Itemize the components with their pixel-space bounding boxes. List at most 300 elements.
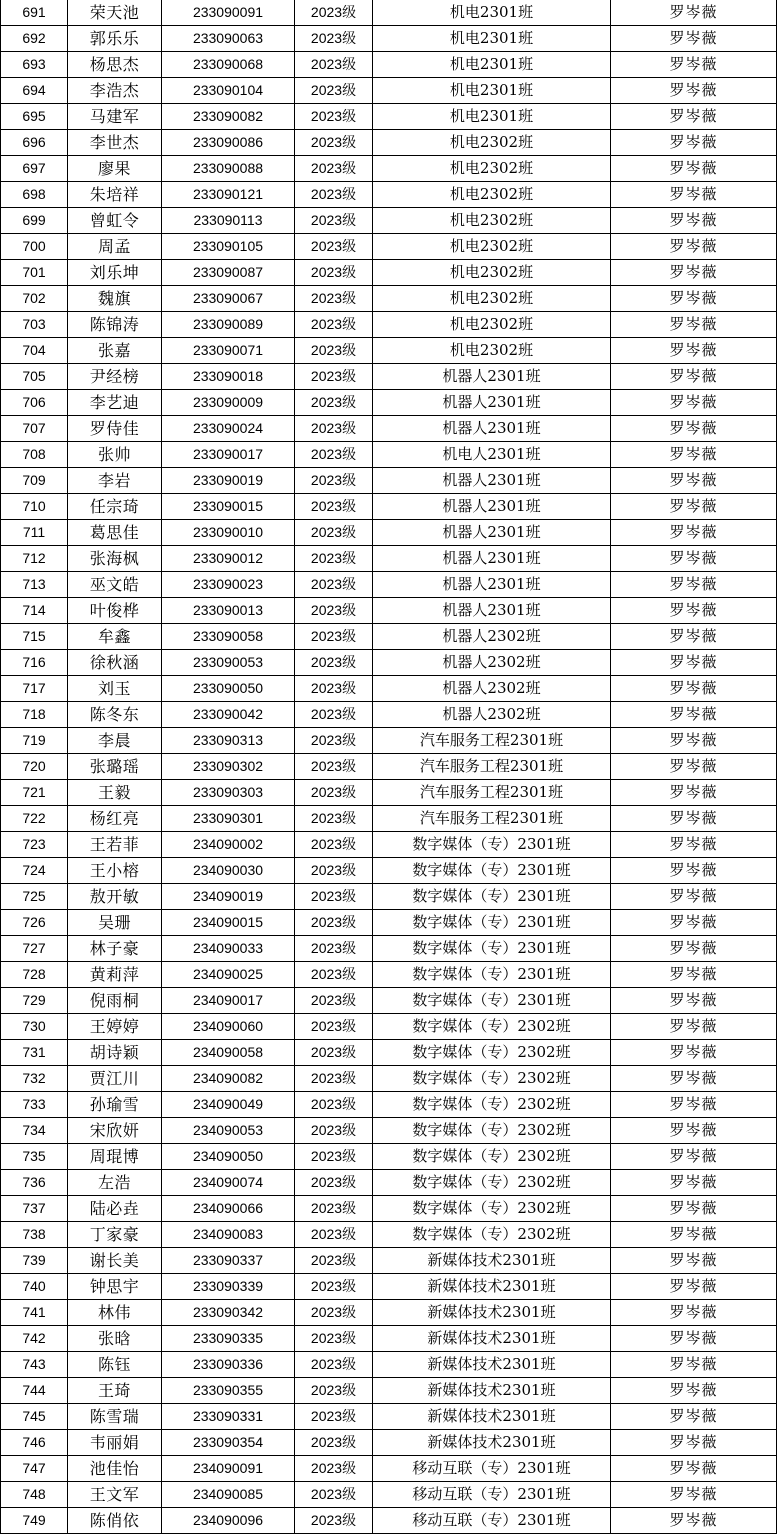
class-cell: 数字媒体（专）2302班 (373, 1222, 611, 1248)
table-row (1, 234, 777, 260)
student-id-cell: 233090355 (162, 1378, 295, 1404)
teacher-cell: 罗岑薇 (611, 1508, 777, 1534)
student-id-cell: 233090104 (162, 78, 295, 104)
table-row (1, 1352, 777, 1378)
class-cell: 数字媒体（专）2302班 (373, 1170, 611, 1196)
table-row (1, 1456, 777, 1482)
class-cell: 机电2302班 (373, 130, 611, 156)
grade-cell: 2023级 (295, 1482, 373, 1508)
row-number-cell: 709 (1, 468, 68, 494)
table-row (1, 1248, 777, 1274)
table-row (1, 1170, 777, 1196)
grade-cell: 2023级 (295, 1404, 373, 1430)
student-id-cell: 233090012 (162, 546, 295, 572)
teacher-cell: 罗岑薇 (611, 962, 777, 988)
grade-cell: 2023级 (295, 832, 373, 858)
class-cell: 机器人2301班 (373, 390, 611, 416)
row-number-cell: 699 (1, 208, 68, 234)
grade-cell: 2023级 (295, 1248, 373, 1274)
teacher-cell: 罗岑薇 (611, 1196, 777, 1222)
class-cell: 机器人2301班 (373, 520, 611, 546)
row-number-cell: 732 (1, 1066, 68, 1092)
student-name-cell: 宋欣妍 (68, 1118, 162, 1144)
student-name-cell: 贾江川 (68, 1066, 162, 1092)
grade-cell: 2023级 (295, 728, 373, 754)
table-row (1, 832, 777, 858)
student-id-cell: 234090085 (162, 1482, 295, 1508)
teacher-cell: 罗岑薇 (611, 156, 777, 182)
student-name-cell: 张帅 (68, 442, 162, 468)
table-row (1, 0, 777, 26)
class-cell: 新媒体技术2301班 (373, 1248, 611, 1274)
table-row (1, 728, 777, 754)
teacher-cell: 罗岑薇 (611, 598, 777, 624)
class-cell: 数字媒体（专）2301班 (373, 988, 611, 1014)
row-number-cell: 731 (1, 1040, 68, 1066)
class-cell: 机电2301班 (373, 104, 611, 130)
teacher-cell: 罗岑薇 (611, 468, 777, 494)
grade-cell: 2023级 (295, 442, 373, 468)
row-number-cell: 730 (1, 1014, 68, 1040)
class-cell: 移动互联（专）2301班 (373, 1508, 611, 1534)
table-row (1, 988, 777, 1014)
teacher-cell: 罗岑薇 (611, 234, 777, 260)
class-cell: 机器人2302班 (373, 702, 611, 728)
student-name-cell: 王婷婷 (68, 1014, 162, 1040)
grade-cell: 2023级 (295, 1170, 373, 1196)
student-name-cell: 李岩 (68, 468, 162, 494)
student-name-cell: 王琦 (68, 1378, 162, 1404)
teacher-cell: 罗岑薇 (611, 78, 777, 104)
grade-cell: 2023级 (295, 884, 373, 910)
class-cell: 数字媒体（专）2302班 (373, 1196, 611, 1222)
teacher-cell: 罗岑薇 (611, 182, 777, 208)
student-name-cell: 陈俏依 (68, 1508, 162, 1534)
student-name-cell: 吴珊 (68, 910, 162, 936)
grade-cell: 2023级 (295, 52, 373, 78)
teacher-cell: 罗岑薇 (611, 650, 777, 676)
student-id-cell: 233090019 (162, 468, 295, 494)
class-cell: 机器人2301班 (373, 598, 611, 624)
grade-cell: 2023级 (295, 936, 373, 962)
student-id-cell: 233090302 (162, 754, 295, 780)
row-number-cell: 717 (1, 676, 68, 702)
table-row (1, 442, 777, 468)
row-number-cell: 744 (1, 1378, 68, 1404)
row-number-cell: 701 (1, 260, 68, 286)
row-number-cell: 692 (1, 26, 68, 52)
student-name-cell: 张海枫 (68, 546, 162, 572)
table-row (1, 546, 777, 572)
student-id-cell: 233090303 (162, 780, 295, 806)
student-id-cell: 234090074 (162, 1170, 295, 1196)
student-id-cell: 233090335 (162, 1326, 295, 1352)
table-row (1, 702, 777, 728)
table-row (1, 962, 777, 988)
teacher-cell: 罗岑薇 (611, 442, 777, 468)
grade-cell: 2023级 (295, 1144, 373, 1170)
student-id-cell: 233090113 (162, 208, 295, 234)
teacher-cell: 罗岑薇 (611, 0, 777, 26)
grade-cell: 2023级 (295, 1066, 373, 1092)
row-number-cell: 713 (1, 572, 68, 598)
teacher-cell: 罗岑薇 (611, 1040, 777, 1066)
table-row (1, 1040, 777, 1066)
table-row (1, 364, 777, 390)
grade-cell: 2023级 (295, 494, 373, 520)
row-number-cell: 748 (1, 1482, 68, 1508)
teacher-cell: 罗岑薇 (611, 364, 777, 390)
student-name-cell: 巫文皓 (68, 572, 162, 598)
grade-cell: 2023级 (295, 1326, 373, 1352)
class-cell: 机电2302班 (373, 208, 611, 234)
student-id-cell: 233090010 (162, 520, 295, 546)
table-row (1, 104, 777, 130)
grade-cell: 2023级 (295, 1456, 373, 1482)
student-name-cell: 马建军 (68, 104, 162, 130)
row-number-cell: 706 (1, 390, 68, 416)
grade-cell: 2023级 (295, 156, 373, 182)
row-number-cell: 736 (1, 1170, 68, 1196)
student-name-cell: 孙瑜雪 (68, 1092, 162, 1118)
student-id-cell: 233090339 (162, 1274, 295, 1300)
class-cell: 新媒体技术2301班 (373, 1274, 611, 1300)
row-number-cell: 737 (1, 1196, 68, 1222)
student-id-cell: 234090019 (162, 884, 295, 910)
grade-cell: 2023级 (295, 1014, 373, 1040)
class-cell: 数字媒体（专）2302班 (373, 1066, 611, 1092)
teacher-cell: 罗岑薇 (611, 416, 777, 442)
teacher-cell: 罗岑薇 (611, 1274, 777, 1300)
class-cell: 新媒体技术2301班 (373, 1352, 611, 1378)
table-row (1, 1326, 777, 1352)
grade-cell: 2023级 (295, 780, 373, 806)
student-id-cell: 233090301 (162, 806, 295, 832)
student-name-cell: 曾虹令 (68, 208, 162, 234)
table-row (1, 78, 777, 104)
student-name-cell: 李晨 (68, 728, 162, 754)
student-name-cell: 林子豪 (68, 936, 162, 962)
grade-cell: 2023级 (295, 598, 373, 624)
student-id-cell: 234090049 (162, 1092, 295, 1118)
grade-cell: 2023级 (295, 208, 373, 234)
class-cell: 汽车服务工程2301班 (373, 780, 611, 806)
teacher-cell: 罗岑薇 (611, 1014, 777, 1040)
class-cell: 数字媒体（专）2301班 (373, 962, 611, 988)
row-number-cell: 743 (1, 1352, 68, 1378)
table-row (1, 598, 777, 624)
teacher-cell: 罗岑薇 (611, 988, 777, 1014)
grade-cell: 2023级 (295, 1118, 373, 1144)
table-row (1, 650, 777, 676)
student-name-cell: 王若菲 (68, 832, 162, 858)
student-name-cell: 叶俊桦 (68, 598, 162, 624)
student-name-cell: 杨思杰 (68, 52, 162, 78)
grade-cell: 2023级 (295, 468, 373, 494)
class-cell: 机电2302班 (373, 156, 611, 182)
row-number-cell: 708 (1, 442, 68, 468)
class-cell: 数字媒体（专）2302班 (373, 1040, 611, 1066)
student-name-cell: 林伟 (68, 1300, 162, 1326)
grade-cell: 2023级 (295, 26, 373, 52)
student-id-cell: 234090053 (162, 1118, 295, 1144)
student-id-cell: 233090042 (162, 702, 295, 728)
teacher-cell: 罗岑薇 (611, 1352, 777, 1378)
grade-cell: 2023级 (295, 78, 373, 104)
teacher-cell: 罗岑薇 (611, 312, 777, 338)
grade-cell: 2023级 (295, 1430, 373, 1456)
row-number-cell: 734 (1, 1118, 68, 1144)
row-number-cell: 739 (1, 1248, 68, 1274)
grade-cell: 2023级 (295, 1274, 373, 1300)
teacher-cell: 罗岑薇 (611, 624, 777, 650)
row-number-cell: 712 (1, 546, 68, 572)
row-number-cell: 715 (1, 624, 68, 650)
student-id-cell: 233090342 (162, 1300, 295, 1326)
student-id-cell: 234090058 (162, 1040, 295, 1066)
class-cell: 新媒体技术2301班 (373, 1404, 611, 1430)
teacher-cell: 罗岑薇 (611, 676, 777, 702)
student-id-cell: 233090121 (162, 182, 295, 208)
class-cell: 机器人2302班 (373, 624, 611, 650)
student-name-cell: 倪雨桐 (68, 988, 162, 1014)
teacher-cell: 罗岑薇 (611, 286, 777, 312)
student-id-cell: 234090002 (162, 832, 295, 858)
student-name-cell: 李艺迪 (68, 390, 162, 416)
teacher-cell: 罗岑薇 (611, 806, 777, 832)
class-cell: 新媒体技术2301班 (373, 1326, 611, 1352)
grade-cell: 2023级 (295, 650, 373, 676)
roster-body (1, 0, 777, 1534)
grade-cell: 2023级 (295, 182, 373, 208)
teacher-cell: 罗岑薇 (611, 130, 777, 156)
student-id-cell: 234090082 (162, 1066, 295, 1092)
class-cell: 机器人2302班 (373, 650, 611, 676)
class-cell: 机电人2301班 (373, 442, 611, 468)
grade-cell: 2023级 (295, 390, 373, 416)
teacher-cell: 罗岑薇 (611, 104, 777, 130)
grade-cell: 2023级 (295, 520, 373, 546)
class-cell: 机电2301班 (373, 78, 611, 104)
teacher-cell: 罗岑薇 (611, 1248, 777, 1274)
student-name-cell: 陈锦涛 (68, 312, 162, 338)
teacher-cell: 罗岑薇 (611, 1300, 777, 1326)
student-id-cell: 233090023 (162, 572, 295, 598)
table-row (1, 156, 777, 182)
table-row (1, 884, 777, 910)
table-row (1, 1014, 777, 1040)
row-number-cell: 725 (1, 884, 68, 910)
student-id-cell: 233090024 (162, 416, 295, 442)
row-number-cell: 733 (1, 1092, 68, 1118)
student-id-cell: 233090013 (162, 598, 295, 624)
row-number-cell: 749 (1, 1508, 68, 1534)
teacher-cell: 罗岑薇 (611, 338, 777, 364)
class-cell: 机器人2301班 (373, 416, 611, 442)
teacher-cell: 罗岑薇 (611, 858, 777, 884)
teacher-cell: 罗岑薇 (611, 1066, 777, 1092)
student-name-cell: 黄莉萍 (68, 962, 162, 988)
class-cell: 移动互联（专）2301班 (373, 1456, 611, 1482)
table-row (1, 390, 777, 416)
teacher-cell: 罗岑薇 (611, 936, 777, 962)
table-row (1, 936, 777, 962)
table-row (1, 260, 777, 286)
teacher-cell: 罗岑薇 (611, 780, 777, 806)
class-cell: 机器人2302班 (373, 676, 611, 702)
table-row (1, 676, 777, 702)
student-id-cell: 233090058 (162, 624, 295, 650)
row-number-cell: 723 (1, 832, 68, 858)
table-row (1, 1430, 777, 1456)
class-cell: 机电2301班 (373, 0, 611, 26)
class-cell: 机电2301班 (373, 52, 611, 78)
student-id-cell: 233090017 (162, 442, 295, 468)
teacher-cell: 罗岑薇 (611, 52, 777, 78)
teacher-cell: 罗岑薇 (611, 1092, 777, 1118)
class-cell: 机器人2301班 (373, 546, 611, 572)
student-id-cell: 233090089 (162, 312, 295, 338)
student-name-cell: 敖开敏 (68, 884, 162, 910)
table-row (1, 182, 777, 208)
student-name-cell: 李世杰 (68, 130, 162, 156)
class-cell: 机电2302班 (373, 338, 611, 364)
student-name-cell: 尹经榜 (68, 364, 162, 390)
table-row (1, 858, 777, 884)
student-name-cell: 廖果 (68, 156, 162, 182)
teacher-cell: 罗岑薇 (611, 494, 777, 520)
student-id-cell: 234090015 (162, 910, 295, 936)
class-cell: 机电2302班 (373, 260, 611, 286)
grade-cell: 2023级 (295, 1196, 373, 1222)
student-name-cell: 张璐瑶 (68, 754, 162, 780)
teacher-cell: 罗岑薇 (611, 208, 777, 234)
teacher-cell: 罗岑薇 (611, 1222, 777, 1248)
table-row (1, 520, 777, 546)
teacher-cell: 罗岑薇 (611, 1378, 777, 1404)
grade-cell: 2023级 (295, 546, 373, 572)
student-id-cell: 233090105 (162, 234, 295, 260)
class-cell: 机器人2301班 (373, 468, 611, 494)
row-number-cell: 738 (1, 1222, 68, 1248)
grade-cell: 2023级 (295, 1352, 373, 1378)
student-name-cell: 张嘉 (68, 338, 162, 364)
student-name-cell: 徐秋涵 (68, 650, 162, 676)
student-name-cell: 任宗琦 (68, 494, 162, 520)
student-name-cell: 王毅 (68, 780, 162, 806)
row-number-cell: 724 (1, 858, 68, 884)
table-row (1, 1196, 777, 1222)
student-name-cell: 杨红亮 (68, 806, 162, 832)
row-number-cell: 710 (1, 494, 68, 520)
grade-cell: 2023级 (295, 624, 373, 650)
row-number-cell: 711 (1, 520, 68, 546)
row-number-cell: 722 (1, 806, 68, 832)
class-cell: 机电2302班 (373, 286, 611, 312)
row-number-cell: 745 (1, 1404, 68, 1430)
class-cell: 机电2302班 (373, 182, 611, 208)
teacher-cell: 罗岑薇 (611, 702, 777, 728)
teacher-cell: 罗岑薇 (611, 572, 777, 598)
table-row (1, 1144, 777, 1170)
table-row (1, 208, 777, 234)
student-name-cell: 李浩杰 (68, 78, 162, 104)
student-id-cell: 234090025 (162, 962, 295, 988)
teacher-cell: 罗岑薇 (611, 754, 777, 780)
teacher-cell: 罗岑薇 (611, 1118, 777, 1144)
teacher-cell: 罗岑薇 (611, 1326, 777, 1352)
table-row (1, 1300, 777, 1326)
student-id-cell: 233090015 (162, 494, 295, 520)
class-cell: 新媒体技术2301班 (373, 1430, 611, 1456)
table-row (1, 624, 777, 650)
teacher-cell: 罗岑薇 (611, 1456, 777, 1482)
student-id-cell: 233090088 (162, 156, 295, 182)
teacher-cell: 罗岑薇 (611, 1144, 777, 1170)
teacher-cell: 罗岑薇 (611, 884, 777, 910)
teacher-cell: 罗岑薇 (611, 520, 777, 546)
student-id-cell: 233090018 (162, 364, 295, 390)
table-row (1, 338, 777, 364)
student-id-cell: 234090033 (162, 936, 295, 962)
table-row (1, 416, 777, 442)
student-name-cell: 韦丽娟 (68, 1430, 162, 1456)
table-row (1, 910, 777, 936)
student-id-cell: 233090091 (162, 0, 295, 26)
row-number-cell: 716 (1, 650, 68, 676)
class-cell: 数字媒体（专）2302班 (373, 1092, 611, 1118)
grade-cell: 2023级 (295, 910, 373, 936)
student-id-cell: 233090009 (162, 390, 295, 416)
student-id-cell: 234090050 (162, 1144, 295, 1170)
student-id-cell: 233090053 (162, 650, 295, 676)
row-number-cell: 704 (1, 338, 68, 364)
class-cell: 数字媒体（专）2301班 (373, 910, 611, 936)
grade-cell: 2023级 (295, 572, 373, 598)
table-row (1, 312, 777, 338)
student-name-cell: 陈雪瑞 (68, 1404, 162, 1430)
student-id-cell: 234090083 (162, 1222, 295, 1248)
class-cell: 数字媒体（专）2301班 (373, 884, 611, 910)
student-name-cell: 陈钰 (68, 1352, 162, 1378)
teacher-cell: 罗岑薇 (611, 910, 777, 936)
row-number-cell: 740 (1, 1274, 68, 1300)
row-number-cell: 695 (1, 104, 68, 130)
grade-cell: 2023级 (295, 130, 373, 156)
student-name-cell: 陆必垚 (68, 1196, 162, 1222)
grade-cell: 2023级 (295, 1508, 373, 1534)
class-cell: 汽车服务工程2301班 (373, 728, 611, 754)
student-name-cell: 罗侍佳 (68, 416, 162, 442)
row-number-cell: 697 (1, 156, 68, 182)
row-number-cell: 694 (1, 78, 68, 104)
grade-cell: 2023级 (295, 260, 373, 286)
row-number-cell: 691 (1, 0, 68, 26)
grade-cell: 2023级 (295, 312, 373, 338)
teacher-cell: 罗岑薇 (611, 1404, 777, 1430)
student-name-cell: 谢长美 (68, 1248, 162, 1274)
grade-cell: 2023级 (295, 858, 373, 884)
student-name-cell: 郭乐乐 (68, 26, 162, 52)
grade-cell: 2023级 (295, 286, 373, 312)
student-id-cell: 234090091 (162, 1456, 295, 1482)
table-row (1, 1508, 777, 1534)
grade-cell: 2023级 (295, 988, 373, 1014)
class-cell: 机电2302班 (373, 312, 611, 338)
student-name-cell: 胡诗颖 (68, 1040, 162, 1066)
class-cell: 数字媒体（专）2302班 (373, 1144, 611, 1170)
grade-cell: 2023级 (295, 104, 373, 130)
